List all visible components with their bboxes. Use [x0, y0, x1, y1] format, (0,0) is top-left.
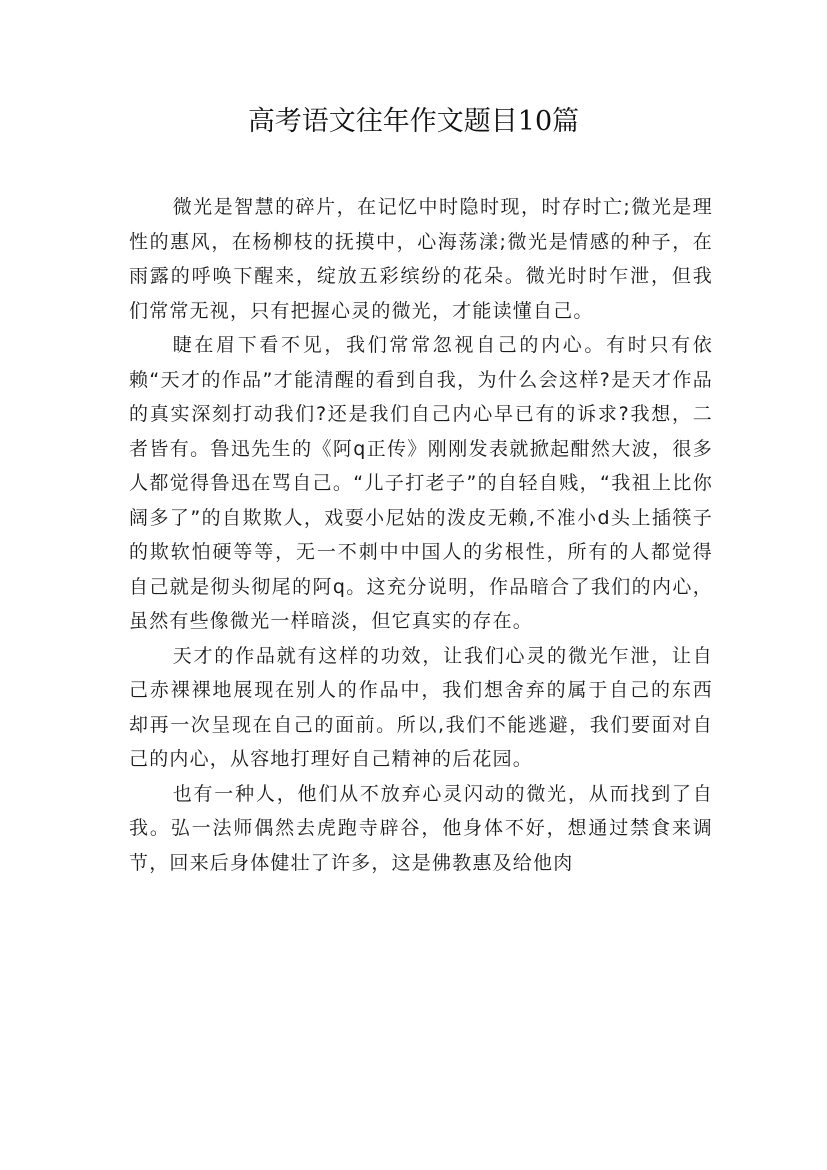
paragraph: 微光是智慧的碎片，在记忆中时隐时现，时存时亡;微光是理性的惠风，在杨柳枝的抚摸中，心海荡漾;微光是情感的种子，在雨露的呼唤下醒来，绽放五彩缤纷的花朵。微光时时乍泄，但我们常常无视，只有把握心灵的微光，才能读懂自己。 [129, 196, 713, 322]
document-title: 高考语文往年作文题目10篇 [247, 106, 580, 137]
paragraph: 也有一种人，他们从不放弃心灵闪动的微光，从而找到了自我。弘一法师偶然去虎跑寺辟谷，他身体不好，想通过禁食来调节，回来后身体健壮了许多，这是佛教惠及给他肉 [129, 782, 713, 874]
paragraph: 睫在眉下看不见，我们常常忽视自己的内心。有时只有依赖“天才的作品”才能清醒的看到自我，为什么会这样?是天才作品的真实深刻打动我们?还是我们自己内心早已有的诉求?我想，二者皆有。鲁迅先生的《阿q正传》刚刚发表就掀起酣然大波，很多人都觉得鲁迅在骂自己。“儿子打老子”的自轻自贱，“我祖上比你阔多了”的自欺欺人，戏耍小尼姑的泼皮无赖,不准小d头上插筷子的欺软怕硬等等，无一不刺中中国人的劣根性，所有的人都觉得自己就是彻头彻尾的阿q。这充分说明，作品暗合了我们的内心，虽然有些像微光一样暗淡，但它真实的存在。 [129, 334, 713, 632]
paragraph: 天才的作品就有这样的功效，让我们心灵的微光乍泄，让自己赤裸裸地展现在别人的作品中，我们想舍弃的属于自己的东西却再一次呈现在自己的面前。所以,我们不能逃避，我们要面对自己的内心，从容地打理好自己精神的后花园。 [129, 644, 713, 770]
document-body [129, 190, 713, 880]
